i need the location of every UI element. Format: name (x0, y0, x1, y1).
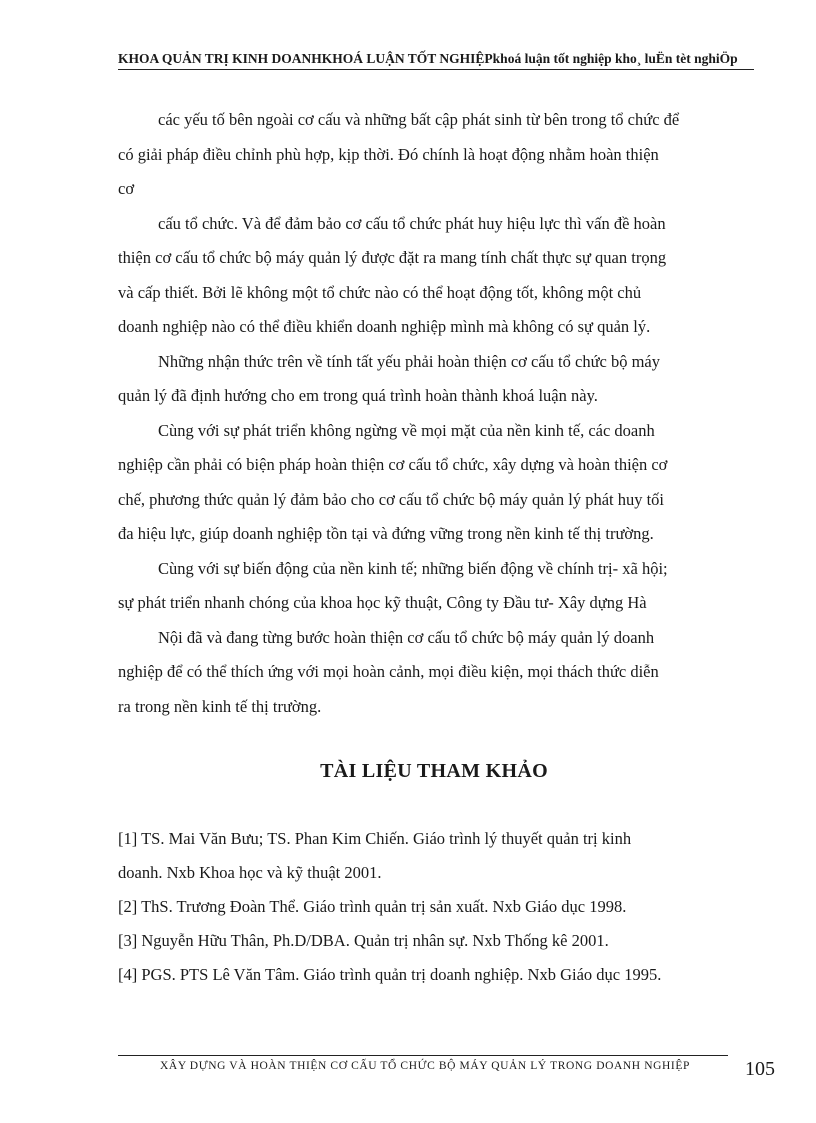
body-line: Những nhận thức trên về tính tất yếu phải hoàn thiện cơ cấu tổ chức bộ máy (158, 351, 660, 371)
body-line: cấu tổ chức. Và để đảm bảo cơ cấu tổ chức phát huy hiệu lực thì vấn đề hoàn (158, 213, 666, 233)
footer-divider (118, 1055, 728, 1056)
body-line: chế, phương thức quản lý đảm bảo cho cơ cấu tổ chức bộ máy quản lý phát huy tối (118, 489, 665, 509)
body-line: và cấp thiết. Bởi lẽ không một tổ chức nào có thể hoạt động tốt, không một chủ (118, 282, 642, 302)
body-line: Cùng với sự biến động của nền kinh tế; những biến động về chính trị- xã hội; (158, 558, 668, 578)
references-title: TÀI LIỆU THAM KHẢO (320, 760, 548, 782)
body-line: có giải pháp điều chỉnh phù hợp, kịp thời. Đó chính là hoạt động nhằm hoàn thiện (118, 144, 659, 164)
reference-line: doanh. Nxb Khoa học và kỹ thuật 2001. (118, 863, 382, 882)
page-header: KHOA QUẢN TRỊ KINH DOANHKHOÁ LUẬN TỐT NGHIỆPkhoá luận tốt nghiệp kho¸ luËn tèt nghiÖp (118, 50, 754, 70)
body-line: nghiệp để có thể thích ứng với mọi hoàn cảnh, mọi điều kiện, mọi thách thức diễn (118, 662, 659, 681)
body-text (118, 103, 750, 724)
body-line: nghiệp cần phải có biện pháp hoàn thiện cơ cấu tổ chức, xây dựng và hoàn thiện cơ (118, 455, 668, 474)
body-line: các yếu tố bên ngoài cơ cấu và những bất cập phát sinh từ bên trong tổ chức để (158, 110, 680, 129)
body-line: ra trong nền kinh tế thị trường. (118, 696, 322, 716)
reference-line: [2] ThS. Trương Đoàn Thể. Giáo trình quản trị sản xuất. Nxb Giáo dục 1998. (118, 897, 627, 916)
reference-line: [1] TS. Mai Văn Bưu; TS. Phan Kim Chiến. Giáo trình lý thuyết quản trị kinh (118, 829, 632, 848)
body-line: Cùng với sự phát triển không ngừng về mọi mặt của nền kinh tế, các doanh (158, 420, 655, 440)
body-line: đa hiệu lực, giúp doanh nghiệp tồn tại và đứng vững trong nền kinh tế thị trường. (118, 524, 654, 543)
body-line: quản lý đã định hướng cho em trong quá trình hoàn thành khoá luận này. (118, 386, 598, 405)
body-line: sự phát triển nhanh chóng của khoa học kỹ thuật, Công ty Đầu tư- Xây dựng Hà (118, 593, 647, 612)
reference-line: [3] Nguyễn Hữu Thân, Ph.D/DBA. Quản trị nhân sự. Nxb Thống kê 2001. (118, 931, 609, 950)
references-list (118, 822, 750, 992)
reference-line: [4] PGS. PTS Lê Văn Tâm. Giáo trình quản trị doanh nghiệp. Nxb Giáo dục 1995. (118, 965, 662, 984)
body-line: cơ (118, 179, 135, 198)
body-line: Nội đã và đang từng bước hoàn thiện cơ cấu tổ chức bộ máy quản lý doanh (158, 627, 655, 647)
body-line: doanh nghiệp nào có thể điều khiển doanh nghiệp mình mà không có sự quản lý. (118, 317, 651, 336)
page-number: 105 (745, 1058, 775, 1080)
page-footer: XÂY DỰNG VÀ HOÀN THIỆN CƠ CẤU TỔ CHỨC BỘ MÁY QUẢN LÝ TRONG DOANH NGHIỆP (160, 1060, 690, 1072)
body-line: thiện cơ cấu tổ chức bộ máy quản lý được đặt ra mang tính chất thực sự quan trọng (118, 248, 667, 267)
